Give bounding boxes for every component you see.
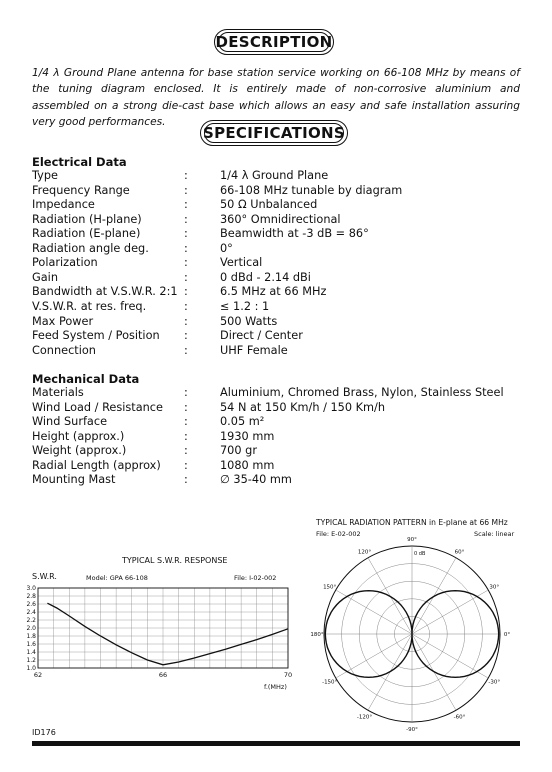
mechanical-data-title: Mechanical Data <box>32 372 140 386</box>
swr-chart-title: TYPICAL S.W.R. RESPONSE <box>122 556 228 565</box>
swr-x-tick-label: 62 <box>33 671 43 679</box>
spec-row <box>32 184 532 199</box>
spec-separator: : <box>184 400 188 414</box>
description-heading <box>214 29 334 55</box>
spec-key: Weight (approx.) <box>32 444 127 458</box>
polar-angle-label: -120° <box>356 714 373 721</box>
swr-x-axis-label: f.(MHz) <box>264 683 287 691</box>
spec-value: Direct / Center <box>220 329 303 343</box>
spec-value: 54 N at 150 Km/h / 150 Km/h <box>220 400 386 414</box>
spec-row <box>32 459 532 474</box>
spec-key: Max Power <box>32 314 94 328</box>
swr-x-tick-label: 70 <box>283 671 293 679</box>
swr-y-tick-label: 1.0 <box>26 665 36 673</box>
polar-angle-label: 90° <box>407 537 417 543</box>
spec-key: Feed System / Position <box>32 329 160 343</box>
polar-angle-label: -30° <box>488 679 501 686</box>
swr-curve <box>47 603 288 665</box>
spec-value: 360° Omnidirectional <box>220 212 341 226</box>
spec-row <box>32 256 532 271</box>
polar-file-label: File: E-02-002 <box>316 530 361 538</box>
spec-key: Type <box>32 169 58 182</box>
spec-key: Radiation (H-plane) <box>32 212 142 226</box>
polar-angle-label: -150° <box>322 679 338 686</box>
spec-separator: : <box>184 415 188 429</box>
polar-angle-label: -90° <box>406 727 418 733</box>
spec-row <box>32 444 532 459</box>
spec-separator: : <box>184 270 188 284</box>
spec-separator: : <box>184 241 188 255</box>
swr-y-tick-label: 3.0 <box>26 585 36 593</box>
polar-angle-label: -60° <box>453 714 466 721</box>
spec-key: Frequency Range <box>32 183 130 197</box>
spec-value: 66-108 MHz tunable by diagram <box>220 183 403 197</box>
spec-key: Radial Length (approx) <box>32 458 161 472</box>
polar-angle-label: 0° <box>503 632 511 638</box>
spec-value: Vertical <box>220 256 263 270</box>
spec-row <box>32 386 532 401</box>
spec-key: Mounting Mast <box>32 473 116 487</box>
swr-chart <box>26 580 293 684</box>
spec-separator: : <box>184 314 188 328</box>
swr-y-tick-label: 2.0 <box>26 625 36 633</box>
polar-angle-label: 120° <box>357 549 372 556</box>
spec-value: 0.05 m² <box>220 415 265 429</box>
spec-value: 1/4 λ Ground Plane <box>220 169 329 182</box>
spec-value: Beamwidth at -3 dB = 86° <box>220 227 369 241</box>
description-heading-text: DESCRIPTION <box>215 33 333 51</box>
specifications-heading-text: SPECIFICATIONS <box>202 124 346 142</box>
spec-key: Bandwidth at V.S.W.R. 2:1 <box>32 285 178 299</box>
polar-angle-label: 180° <box>310 632 324 638</box>
swr-y-tick-label: 1.8 <box>26 633 36 641</box>
spec-separator: : <box>184 183 188 197</box>
spec-value: 1080 mm <box>220 458 275 472</box>
spec-value: 0° <box>220 241 233 255</box>
spec-row <box>32 285 532 300</box>
spec-key: V.S.W.R. at res. freq. <box>32 299 147 313</box>
spec-separator: : <box>184 473 188 487</box>
spec-separator: : <box>184 429 188 443</box>
spec-separator: : <box>184 458 188 472</box>
spec-separator: : <box>184 343 188 357</box>
spec-value: 700 gr <box>220 444 257 458</box>
spec-value: 50 Ω Unbalanced <box>220 198 318 212</box>
specifications-heading-frame <box>204 123 344 143</box>
swr-y-tick-label: 1.4 <box>26 649 36 657</box>
document-id: ID176 <box>32 728 56 737</box>
spec-separator: : <box>184 386 188 399</box>
spec-value: 0 dBd - 2.14 dBi <box>220 270 311 284</box>
spec-value: UHF Female <box>220 343 288 357</box>
polar-scale-label: Scale: linear <box>474 530 515 538</box>
spec-separator: : <box>184 256 188 270</box>
spec-key: Gain <box>32 270 58 284</box>
spec-key: Wind Surface <box>32 415 108 429</box>
spec-key: Connection <box>32 343 96 357</box>
spec-row <box>32 242 532 257</box>
polar-angle-label: 150° <box>323 584 337 591</box>
specifications-heading <box>200 120 348 146</box>
polar-angle-label: 30° <box>489 584 500 591</box>
spec-value: ≤ 1.2 : 1 <box>220 299 270 313</box>
spec-key: Wind Load / Resistance <box>32 400 163 414</box>
swr-x-tick-label: 66 <box>158 671 168 679</box>
spec-key: Radiation (E-plane) <box>32 227 141 241</box>
polar-chart <box>308 536 516 732</box>
spec-row <box>32 315 532 330</box>
electrical-data-title: Electrical Data <box>32 155 127 169</box>
spec-row <box>32 473 532 488</box>
spec-value: 1930 mm <box>220 429 275 443</box>
spec-separator: : <box>184 198 188 212</box>
spec-key: Height (approx.) <box>32 429 125 443</box>
swr-y-tick-label: 2.8 <box>26 593 36 601</box>
swr-y-tick-label: 1.6 <box>26 641 36 649</box>
swr-y-tick-label: 2.2 <box>26 617 36 625</box>
polar-center-label: 0 dB <box>414 551 426 557</box>
swr-y-tick-label: 1.2 <box>26 657 36 665</box>
spec-row <box>32 415 532 430</box>
spec-row <box>32 300 532 315</box>
spec-row <box>32 271 532 286</box>
spec-row <box>32 329 532 344</box>
spec-row <box>32 344 532 359</box>
spec-separator: : <box>184 212 188 226</box>
spec-value: ∅ 35-40 mm <box>220 473 292 487</box>
spec-row <box>32 430 532 445</box>
spec-value: Aluminium, Chromed Brass, Nylon, Stainless Steel <box>220 386 504 399</box>
spec-row <box>32 227 532 242</box>
spec-key: Radiation angle deg. <box>32 241 149 255</box>
spec-row <box>32 401 532 416</box>
spec-row <box>32 169 532 184</box>
swr-file-label: File: I-02-002 <box>234 574 277 582</box>
spec-row <box>32 198 532 213</box>
polar-angle-label: 60° <box>454 549 465 556</box>
swr-y-tick-label: 2.6 <box>26 601 36 609</box>
spec-separator: : <box>184 299 188 313</box>
spec-row <box>32 213 532 228</box>
spec-value: 500 Watts <box>220 314 278 328</box>
footer-rule <box>32 741 520 746</box>
spec-key: Polarization <box>32 256 98 270</box>
polar-chart-title: TYPICAL RADIATION PATTERN in E-plane at 66 MHz <box>316 518 508 527</box>
swr-model-label: Model: GPA 66-108 <box>86 574 148 582</box>
spec-key: Impedance <box>32 198 95 212</box>
spec-value: 6.5 MHz at 66 MHz <box>220 285 327 299</box>
spec-separator: : <box>184 285 188 299</box>
spec-separator: : <box>184 227 188 241</box>
spec-key: Materials <box>32 386 84 399</box>
spec-separator: : <box>184 169 188 182</box>
description-text: 1/4 λ Ground Plane antenna for base station service working on 66-108 MHz by means of the tuning diagram enclosed. It is entirely made of non-corrosive aluminium and assembled on a strong die-cast base which allows an easy and safe installation assuring very good performances. <box>32 67 520 129</box>
spec-separator: : <box>184 444 188 458</box>
spec-separator: : <box>184 329 188 343</box>
swr-y-tick-label: 2.4 <box>26 609 36 617</box>
description-heading-frame <box>218 32 330 52</box>
swr-y-axis-label: S.W.R. <box>32 572 57 581</box>
